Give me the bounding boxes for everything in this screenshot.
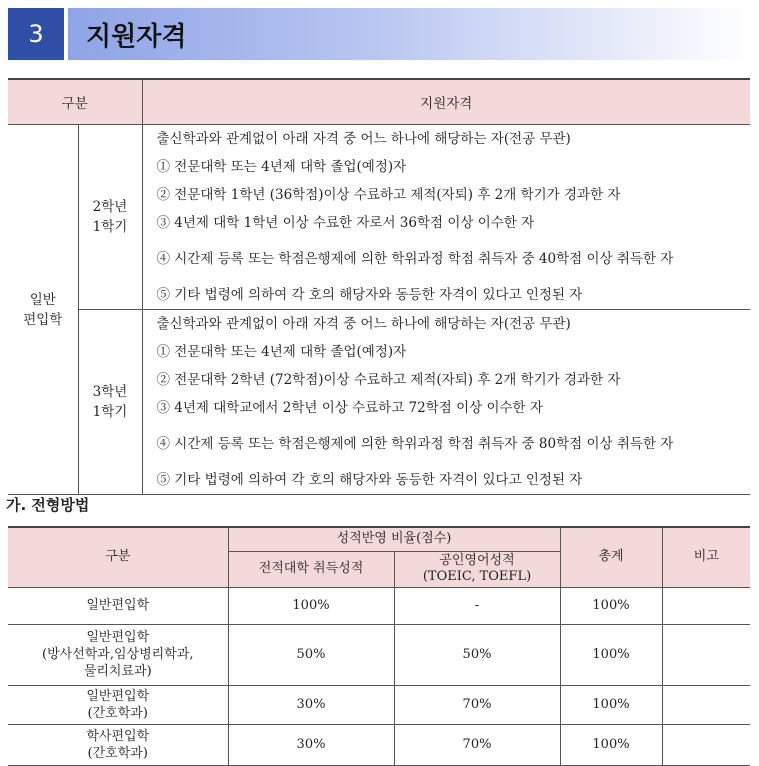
year-line: 3학년 (92, 384, 128, 400)
header-ratio-group: 성적반영 비율(점수) (228, 527, 560, 551)
row-total: 100% (560, 685, 662, 724)
qualification-line: ① 전문대학 또는 4년제 대학 졸업(예정)자 (156, 158, 407, 175)
row-category-line: 물리치료과) (83, 664, 152, 679)
row-english: - (394, 587, 560, 624)
header-english-line: 공인영어성적 (439, 553, 515, 568)
qualification-line: 출신학과와 관계없이 아래 자격 중 어느 하나에 해당하는 자(전공 무관) (156, 315, 571, 332)
category-line: 일반 (29, 291, 56, 308)
row-note (662, 685, 750, 724)
qualification-line: ③ 4년제 대학 1학년 이상 수료한 자로서 36학점 이상 이수한 자 (156, 214, 535, 231)
qualification-line: ③ 4년제 대학교에서 2학년 이상 수료하고 72학점 이상 이수한 자 (156, 399, 543, 416)
header-total: 총계 (560, 527, 662, 587)
section-number: 3 (8, 8, 64, 60)
row-gpa: 30% (228, 685, 394, 724)
year-cell-2 (78, 125, 142, 310)
category-cell (8, 125, 78, 495)
section-label: 가. 전형방법 (6, 496, 90, 514)
header-qualification: 지원자격 (142, 79, 750, 125)
row-total: 100% (560, 587, 662, 624)
qualification-line: ④ 시간제 등록 또는 학점은행제에 의한 학위과정 학점 취득자 중 40학점 이상 취득한 자 (156, 250, 674, 267)
row-category-line: 일반편입학 (86, 688, 150, 704)
table-row (8, 685, 750, 724)
qualification-line: ① 전문대학 또는 4년제 대학 졸업(예정)자 (156, 343, 407, 360)
row-total: 100% (560, 724, 662, 765)
qualification-line: ② 전문대학 1학년 (36학점)이상 수료하고 제적(자퇴) 후 2개 학기가 경과한 자 (156, 186, 621, 203)
row-gpa: 50% (228, 624, 394, 685)
row-english: 70% (394, 724, 560, 765)
row-gpa: 30% (228, 724, 394, 765)
year-line: 1학기 (92, 219, 128, 235)
qualification-line: ④ 시간제 등록 또는 학점은행제에 의한 학위과정 학점 취득자 중 80학점 이상 취득한 자 (156, 435, 674, 452)
row-category (8, 624, 228, 685)
year-cell-3 (78, 310, 142, 495)
row-category (8, 587, 228, 624)
table-row (8, 587, 750, 624)
header-english (394, 551, 560, 587)
row-note (662, 624, 750, 685)
category-line: 편입학 (23, 311, 63, 328)
row-total: 100% (560, 624, 662, 685)
row-category-line: 학사편입학 (86, 728, 150, 744)
header-note: 비고 (662, 527, 750, 587)
section-title-bar (68, 8, 750, 60)
year-line: 1학기 (92, 404, 128, 420)
row-english: 50% (394, 624, 560, 685)
row-english: 70% (394, 685, 560, 724)
section-title: 지원자격 (86, 21, 187, 52)
qualification-line: ⑤ 기타 법령에 의하여 각 호의 해당자와 동등한 자격이 있다고 인정된 자 (142, 281, 750, 310)
year-line: 2학년 (92, 199, 128, 215)
qualification-line: 출신학과와 관계없이 아래 자격 중 어느 하나에 해당하는 자(전공 무관) (156, 130, 571, 147)
section-header (8, 8, 750, 60)
qualification-line: ② 전문대학 2학년 (72학점)이상 수료하고 제적(자퇴) 후 2개 학기가 경과한 자 (156, 371, 621, 388)
row-category-line: (간호학과) (87, 705, 148, 721)
header-gpa: 전적대학 취득성적 (228, 551, 394, 587)
table-row (8, 624, 750, 685)
row-gpa: 100% (228, 587, 394, 624)
row-category-line: 일반편입학 (86, 630, 150, 645)
selection-table (8, 526, 750, 766)
header-english-line: (TOEIC, TOEFL) (422, 569, 532, 584)
qualification-table (8, 78, 750, 495)
header-category: 구분 (8, 527, 228, 587)
row-category-line: 일반편입학 (86, 598, 150, 613)
row-note (662, 587, 750, 624)
row-category-line: (간호학과) (87, 745, 148, 761)
header-category: 구분 (8, 79, 142, 125)
qualification-line: ⑤ 기타 법령에 의하여 각 호의 해당자와 동등한 자격이 있다고 인정된 자 (142, 466, 750, 495)
row-category-line: (방사선학과,임상병리학과, (42, 647, 194, 662)
row-category (8, 685, 228, 724)
